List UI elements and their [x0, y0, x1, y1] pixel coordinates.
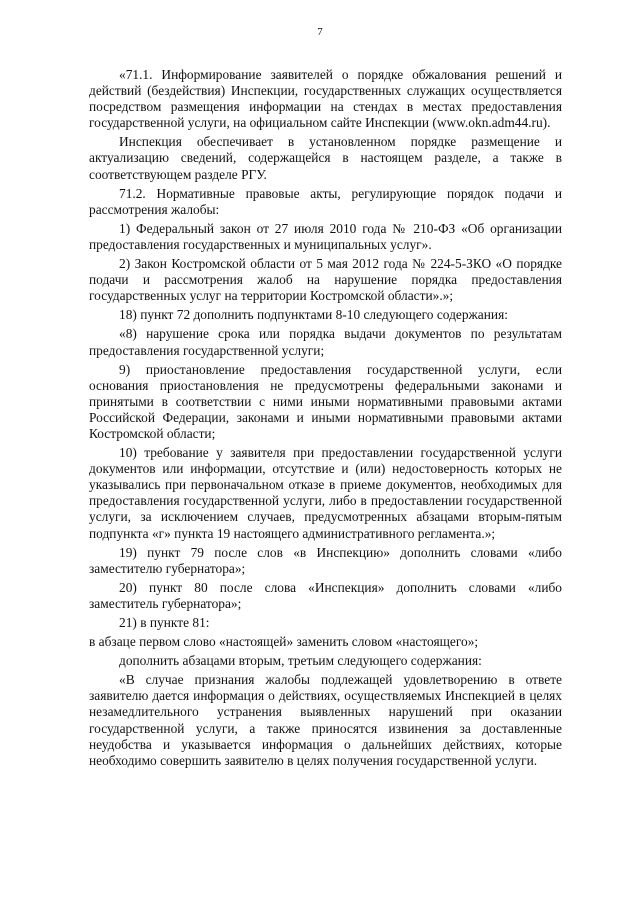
document-body: [89, 67, 562, 772]
paragraph: 20) пункт 80 после слова «Инспекция» дополнить словами «либо заместитель губернатора»;: [89, 579, 562, 611]
paragraph: 10) требование у заявителя при предоставлении государственной услуги документов или информации, отсутствие и (или) недостоверность которых не указывались при первоначальном отказе в приеме документов, необходимых для предоставления государственной услуги, либо в предоставлении государственной услуги, за исключением случаев, предусмотренных абзацами вторым-пятым подпункта «г» пункта 19 настоящего административного регламента.»;: [89, 445, 562, 541]
page-number: 7: [317, 26, 323, 38]
paragraph: 2) Закон Костромской области от 5 мая 2012 года № 224-5-ЗКО «О порядке подачи и рассмотрения жалоб на нарушение порядка предоставления государственных услуг на территории Костромской области».»;: [89, 256, 562, 304]
paragraph: Инспекция обеспечивает в установленном порядке размещение и актуализацию сведений, содержащейся в настоящем разделе, а также в соответствующем разделе РГУ.: [89, 134, 562, 182]
paragraph: дополнить абзацами вторым, третьим следующего содержания:: [119, 653, 482, 669]
paragraph: «71.1. Информирование заявителей о порядке обжалования решений и действий (бездействия) Инспекции, государственных служащих осуществляется посредством размещения информации на стендах в местах предоставления государственной услуги, на официальном сайте Инспекции (www.okn.adm44.ru).: [89, 67, 562, 131]
paragraph: «В случае признания жалобы подлежащей удовлетворению в ответе заявителю дается информация о действиях, осуществляемых Инспекцией в целях незамедлительного устранения выявленных нарушений при оказании государственной услуги, а также приносятся извинения за доставленные неудобства и указывается информация о дальнейших действиях, которые необходимо совершить заявителю в целях получения государственной услуги.: [89, 672, 562, 768]
paragraph: 19) пункт 79 после слов «в Инспекцию» дополнить словами «либо заместителю губернатора»;: [89, 544, 562, 576]
paragraph: 9) приостановление предоставления государственной услуги, если основания приостановления не предусмотрены федеральными законами и принятыми в соответствии с ними иными нормативными правовыми актами Российской Федерации, законами и иными нормативными правовыми актами Костромской области;: [89, 361, 562, 441]
paragraph: 21) в пункте 81:: [119, 615, 210, 630]
paragraph: 71.2. Нормативные правовые акты, регулирующие порядок подачи и рассмотрения жалобы:: [89, 185, 562, 217]
paragraph: 1) Федеральный закон от 27 июля 2010 года № 210-ФЗ «Об организации предоставления государственных и муниципальных услуг».: [89, 220, 562, 252]
paragraph: «8) нарушение срока или порядка выдачи документов по результатам предоставления государственной услуги;: [89, 326, 562, 358]
paragraph: 18) пункт 72 дополнить подпунктами 8-10 следующего содержания:: [119, 307, 508, 323]
paragraph: в абзаце первом слово «настоящей» заменить словом «настоящего»;: [89, 634, 479, 650]
